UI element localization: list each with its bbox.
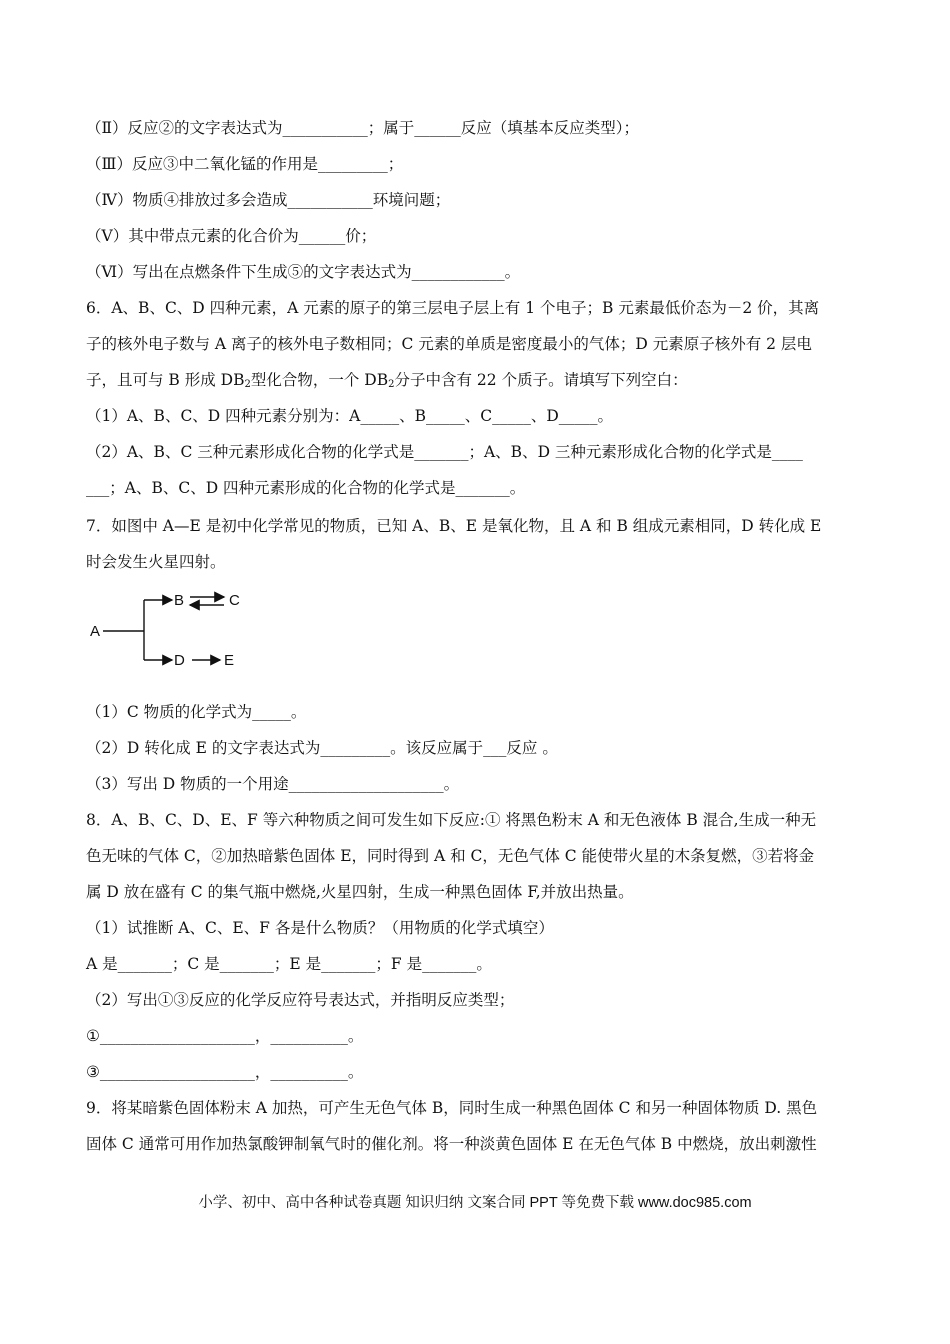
node-d: D (174, 652, 185, 669)
question-5-part-4: （Ⅳ）物质④排放过多会造成___________环境问题； (86, 191, 451, 209)
subscript: 2 (244, 379, 251, 390)
text-fragment: 型化合物，一个 DB (250, 371, 389, 389)
text-fragment: 分子中含有 22 个质子。请填写下列空白： (394, 371, 688, 389)
question-5-part-3: （Ⅲ）反应③中二氧化锰的作用是_________； (86, 155, 404, 173)
question-8-text-2: 色无味的气体 C，②加热暗紫色固体 E，同时得到 A 和 C，无色气体 C 能使带火星的木条复燃，③若将金 (86, 847, 815, 865)
page-footer: 小学、初中、高中各种试卷真题 知识归纳 文案合同 PPT 等免费下载 www.doc985.com (198, 1195, 752, 1211)
question-6-part-2: （2）A、B、C 三种元素形成化合物的化学式是_______；A、B、D 三种元素形成化合物的化学式是____ (86, 443, 803, 461)
reaction-diagram (86, 588, 266, 680)
question-8-part-2-eq1: ①____________________，__________。 (86, 1027, 364, 1045)
text-fragment: 子，且可与 B 形成 DB (86, 371, 245, 389)
question-8-part-2: （2）写出①③反应的化学反应符号表达式，并指明反应类型； (86, 991, 515, 1009)
question-9-text-2: 固体 C 通常可用作加热氯酸钾制氧气时的催化剂。将一种淡黄色固体 E 在无色气体 B 中燃烧，放出刺激性 (86, 1135, 817, 1153)
question-6-text-1: 6．A、B、C、D 四种元素，A 元素的原子的第三层电子层上有 1 个电子；B 元素最低价态为－2 价，其离 (86, 299, 820, 317)
question-5-part-2: （Ⅱ）反应②的文字表达式为___________；属于______反应（填基本反应类型）； (86, 119, 640, 137)
question-8-part-2-eq3: ③____________________，__________。 (86, 1063, 364, 1081)
question-9-text-1: 9．将某暗紫色固体粉末 A 加热，可产生无色气体 B，同时生成一种黑色固体 C 和另一种固体物质 D. 黑色 (86, 1099, 818, 1117)
question-7-text-1: 7．如图中 A—E 是初中化学常见的物质，已知 A、B、E 是氧化物，且 A 和 B 组成元素相同，D 转化成 E (86, 517, 822, 535)
question-8-part-1-blanks: A 是_______；C 是_______；E 是_______；F 是_______。 (86, 955, 492, 973)
question-8-part-1: （1）试推断 A、C、E、F 各是什么物质？（用物质的化学式填空） (86, 919, 554, 937)
question-6-part-2-cont: ___；A、B、C、D 四种元素形成的化合物的化学式是_______。 (86, 479, 526, 497)
question-5-part-6: （Ⅵ）写出在点燃条件下生成⑤的文字表达式为____________。 (86, 263, 521, 281)
node-a: A (90, 623, 101, 640)
question-7-part-2: （2）D 转化成 E 的文字表达式为_________。该反应属于___反应 。 (86, 739, 558, 757)
question-7-text-2: 时会发生火星四射。 (86, 553, 226, 571)
question-6-part-1: （1）A、B、C、D 四种元素分别为：A_____、B_____、C_____、D_____。 (86, 407, 614, 425)
question-8-text-3: 属 D 放在盛有 C 的集气瓶中燃烧,火星四射，生成一种黑色固体 F,并放出热量。 (86, 883, 634, 901)
question-5-part-5: （Ⅴ）其中带点元素的化合价为______价； (86, 227, 377, 245)
question-7-part-3: （3）写出 D 物质的一个用途____________________。 (86, 775, 460, 793)
node-b: B (174, 592, 185, 609)
question-6-text-2: 子的核外电子数与 A 离子的核外电子数相同；C 元素的单质是密度最小的气体；D 元素原子核外有 2 层电 (86, 335, 812, 353)
question-6-text-3 (86, 370, 688, 395)
node-c: C (229, 592, 240, 609)
question-7-part-1: （1）C 物质的化学式为_____。 (86, 703, 307, 721)
question-8-text-1: 8．A、B、C、D、E、F 等六种物质之间可发生如下反应:① 将黑色粉末 A 和无色液体 B 混合,生成一种无 (86, 811, 817, 829)
subscript: 2 (388, 379, 395, 390)
node-e: E (224, 652, 235, 669)
